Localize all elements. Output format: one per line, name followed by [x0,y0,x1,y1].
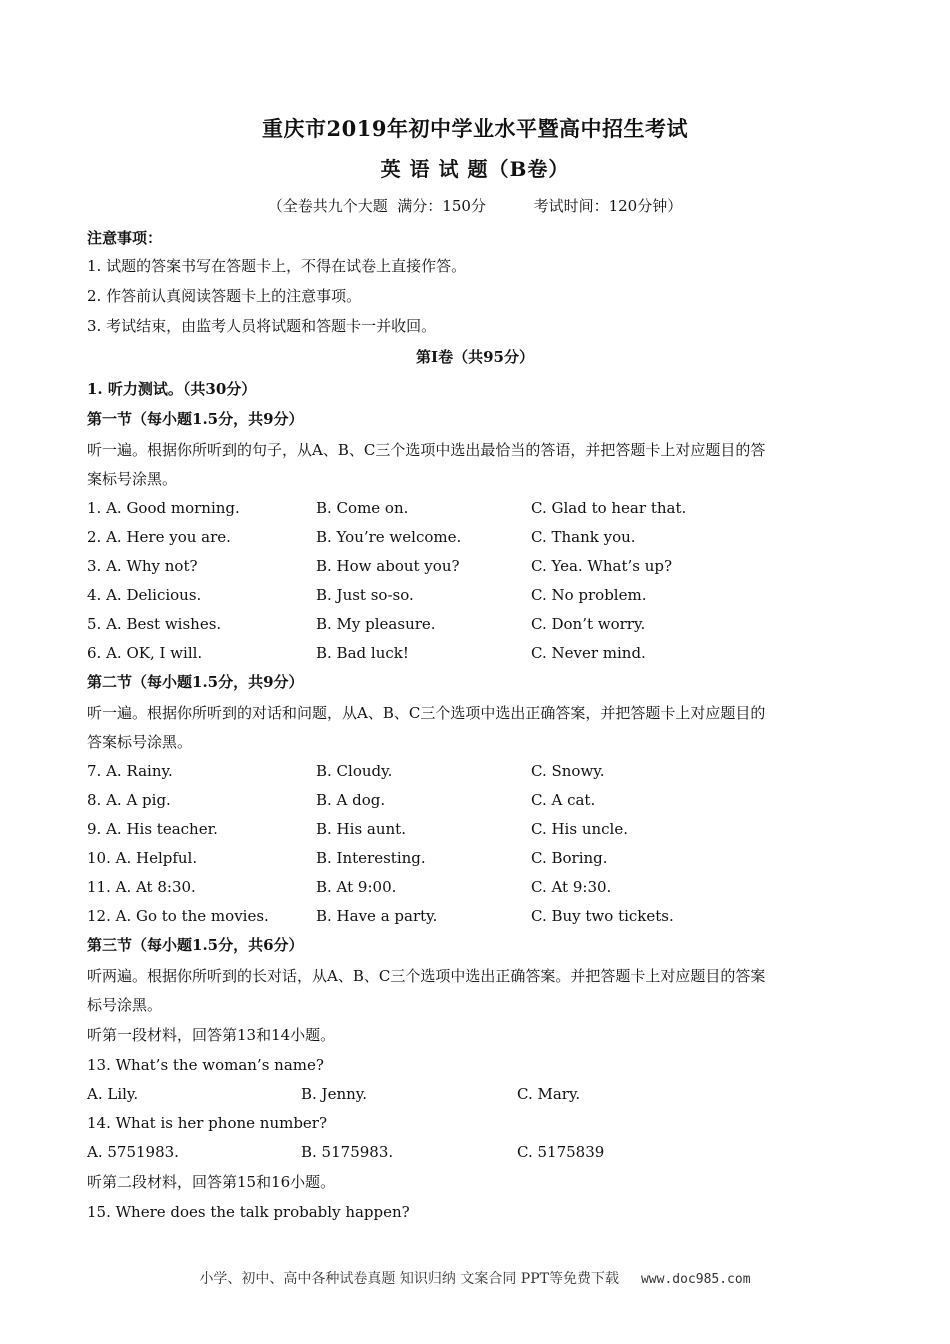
question-option-c: C. Glad to hear that. [531,499,687,517]
question-option-c: C. Snowy. [531,762,605,780]
question-option-a: 6. A. OK, I will. [87,644,203,662]
question-option-c: C. Mary. [517,1085,581,1103]
question-option-a: 2. A. Here you are. [87,528,231,546]
exam-subtitle: 英 语 试 题（B卷） [380,157,570,181]
question-option-a: 11. A. At 8:30. [87,878,196,896]
sec3-instruction: 听两遍。根据你所听到的长对话，从A、B、C三个选项中选出正确答案。并把答题卡上对应题目的答案 [87,967,766,985]
note-item: 1. 试题的答案书写在答题卡上，不得在试卷上直接作答。 [87,257,467,275]
sec1-instruction-cont: 案标号涂黑。 [87,470,178,488]
question-option-b: B. Come on. [316,499,409,517]
question-option-a: 12. A. Go to the movies. [87,907,269,925]
question-option-b: B. Jenny. [301,1085,368,1103]
note-item: 2. 作答前认真阅读答题卡上的注意事项。 [87,287,362,305]
question-option-c: C. His uncle. [531,820,628,838]
question-option-a: 4. A. Delicious. [87,586,202,604]
question-option-b: B. How about you? [316,557,460,575]
question-option-c: C. Never mind. [531,644,646,662]
question-option-c: C. Boring. [531,849,608,867]
question-option-c: C. Don’t worry. [531,615,646,633]
question-option-b: B. His aunt. [316,820,406,838]
sec3-heading: 第三节（每小题1.5分，共6分） [87,936,304,954]
exam-meta: （全卷共九个大题 满分：150分 考试时间：120分钟） [267,197,683,215]
question-option-a: A. Lily. [87,1085,139,1103]
notes-heading: 注意事项： [87,229,163,247]
question-option-a: 7. A. Rainy. [87,762,173,780]
question-option-b: B. Have a party. [316,907,438,925]
question-option-a: 1. A. Good morning. [87,499,240,517]
passage2-note: 听第二段材料，回答第15和16小题。 [87,1173,336,1191]
question-option-a: A. 5751983. [87,1143,179,1161]
question-option-b: B. Cloudy. [316,762,393,780]
note-item: 3. 考试结束，由监考人员将试题和答题卡一并收回。 [87,317,437,335]
question-option-c: C. 5175839 [517,1143,605,1161]
exam-title: 重庆市2019年初中学业水平暨高中招生考试 [262,116,688,141]
question-option-a: 8. A. A pig. [87,791,171,809]
question-option-c: C. Yea. What’s up? [531,557,673,575]
question-option-b: B. A dog. [316,791,386,809]
question-option-c: C. A cat. [531,791,596,809]
question-13: 13. What’s the woman’s name? [87,1056,324,1074]
question-option-b: B. 5175983. [301,1143,394,1161]
question-option-b: B. Bad luck! [316,644,409,662]
sec1-instruction: 听一遍。根据你所听到的句子，从A、B、C三个选项中选出最恰当的答语，并把答题卡上对应题目的答 [87,441,766,459]
question-option-c: C. No problem. [531,586,647,604]
question-option-b: B. My pleasure. [316,615,436,633]
sec2-instruction: 听一遍。根据你所听到的对话和问题，从A、B、C三个选项中选出正确答案，并把答题卡上对应题目的 [87,704,766,722]
passage1-note: 听第一段材料，回答第13和14小题。 [87,1026,336,1044]
question-15: 15. Where does the talk probably happen? [87,1203,410,1221]
sec1-heading: 第一节（每小题1.5分，共9分） [87,410,304,428]
question-option-c: C. Thank you. [531,528,636,546]
question-option-b: B. At 9:00. [316,878,397,896]
footer-text: 小学、初中、高中各种试卷真题 知识归纳 文案合同 PPT等免费下载 [199,1271,619,1287]
footer-url[interactable]: www.doc985.com [640,1272,751,1287]
question-option-b: B. You’re welcome. [316,528,462,546]
section-listening-heading: 1. 听力测试。（共30分） [87,380,257,398]
question-14: 14. What is her phone number? [87,1114,328,1132]
question-option-c: C. At 9:30. [531,878,612,896]
sec3-instruction-cont: 标号涂黑。 [87,996,163,1014]
question-option-b: B. Interesting. [316,849,426,867]
question-option-a: 5. A. Best wishes. [87,615,222,633]
question-option-a: 10. A. Helpful. [87,849,198,867]
question-option-b: B. Just so-so. [316,586,414,604]
question-option-c: C. Buy two tickets. [531,907,674,925]
question-option-a: 9. A. His teacher. [87,820,218,838]
page-footer [0,1268,950,1288]
sec2-heading: 第二节（每小题1.5分，共9分） [87,673,304,691]
question-option-a: 3. A. Why not? [87,557,198,575]
sec2-instruction-cont: 答案标号涂黑。 [87,733,193,751]
part1-heading: 第Ⅰ卷（共95分） [416,348,534,366]
